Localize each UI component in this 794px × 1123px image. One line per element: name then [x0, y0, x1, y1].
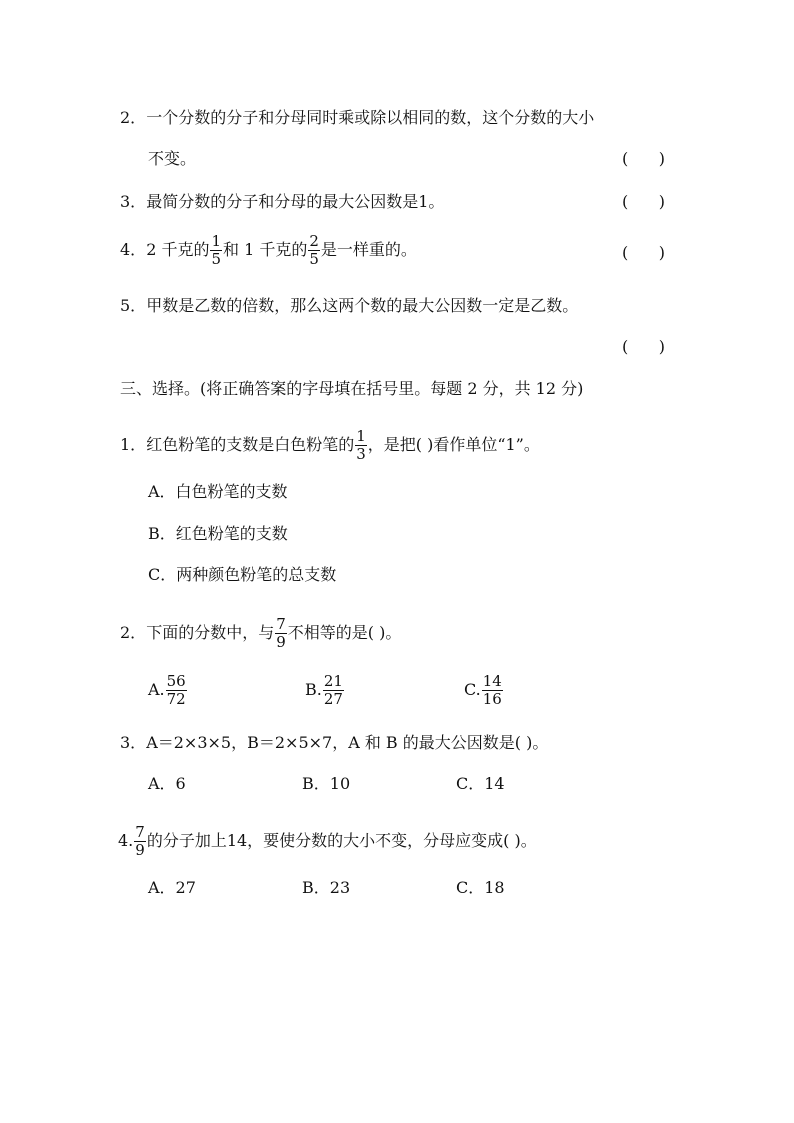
item-number: 4．	[120, 240, 147, 259]
numerator: 1	[211, 232, 222, 250]
item-number: 1．	[120, 435, 147, 454]
item-text: 下面的分数中，与	[146, 623, 275, 642]
option-c[interactable]: C．两种颜色粉笔的总支数	[148, 565, 337, 584]
judge-item-2-continued	[148, 149, 196, 169]
item-text: 是一样重的。	[320, 240, 417, 259]
fraction	[166, 673, 187, 708]
section-title: 三、选择。(将正确答案的字母填在括号里。每题 2 分，共 12 分)	[120, 379, 584, 398]
choice-item-4	[118, 824, 537, 859]
item-text: 甲数是乙数的倍数，那么这两个数的最大公因数一定是乙数。	[146, 296, 579, 315]
judge-item-2	[120, 108, 594, 128]
answer-blank[interactable]: ( )	[622, 337, 665, 356]
item-number: 2．	[120, 108, 147, 127]
item-number: 4.	[118, 831, 134, 850]
fraction	[134, 824, 146, 859]
option-a[interactable]: A．白色粉笔的支数	[148, 482, 288, 501]
item-number: 5．	[120, 296, 147, 315]
denominator: 16	[482, 690, 502, 708]
item-text: 一个分数的分子和分母同时乘或除以相同的数，这个分数的大小	[146, 108, 595, 127]
numerator: 21	[323, 672, 343, 690]
option-c[interactable]: C．18	[456, 878, 505, 897]
option-a[interactable]: A．6	[148, 774, 186, 793]
denominator: 9	[135, 841, 145, 859]
judge-item-4	[120, 233, 417, 268]
item-text: 2 千克的	[146, 240, 210, 259]
option-a[interactable]: A．27	[148, 878, 196, 897]
item-text: 最简分数的分子和分母的最大公因数是1。	[146, 192, 445, 211]
choice-item-1	[120, 428, 540, 463]
denominator: 27	[323, 690, 343, 708]
fraction	[323, 673, 344, 708]
option-b[interactable]: B．23	[302, 878, 351, 897]
item-text: A＝2×3×5，B＝2×5×7，A 和 B 的最大公因数是( )。	[146, 733, 549, 752]
item-number: 2．	[120, 623, 147, 642]
item-number: 3．	[120, 192, 147, 211]
option-label: B.	[305, 680, 322, 699]
judge-item-3	[120, 192, 444, 212]
item-text: 和 1 千克的	[223, 240, 308, 259]
fraction	[210, 233, 222, 268]
denominator: 5	[309, 250, 319, 268]
numerator: 7	[135, 823, 145, 841]
item-text: 红色粉笔的支数是白色粉笔的	[146, 435, 355, 454]
option-b[interactable]: B．红色粉笔的支数	[148, 524, 288, 543]
choice-item-3	[120, 733, 548, 753]
numerator: 1	[356, 427, 366, 445]
answer-blank[interactable]: ( )	[622, 243, 665, 262]
option-a[interactable]	[148, 673, 188, 708]
numerator: 56	[166, 672, 186, 690]
fraction	[355, 428, 367, 463]
judge-item-5	[120, 296, 578, 316]
denominator: 3	[356, 445, 366, 463]
numerator: 14	[482, 672, 502, 690]
item-text: 不相等的是( )。	[287, 623, 402, 642]
option-c[interactable]	[464, 673, 504, 708]
item-number: 3．	[120, 733, 147, 752]
item-text: ，是把( )看作单位“1”。	[367, 435, 540, 454]
numerator: 2	[309, 232, 319, 250]
choice-item-2	[120, 616, 401, 651]
answer-blank[interactable]: ( )	[622, 192, 665, 211]
option-label: C.	[464, 680, 481, 699]
item-text: 不变。	[148, 149, 197, 168]
option-label: A.	[148, 680, 165, 699]
denominator: 72	[166, 690, 186, 708]
fraction	[308, 233, 320, 268]
option-b[interactable]	[305, 673, 345, 708]
denominator: 5	[211, 250, 222, 268]
answer-blank[interactable]: ( )	[622, 149, 665, 168]
option-c[interactable]: C．14	[456, 774, 505, 793]
numerator: 7	[276, 615, 286, 633]
option-b[interactable]: B．10	[302, 774, 351, 793]
fraction	[482, 673, 503, 708]
item-text: 的分子加上14，要使分数的大小不变，分母应变成( )。	[146, 831, 537, 850]
denominator: 9	[276, 633, 286, 651]
fraction	[275, 616, 287, 651]
